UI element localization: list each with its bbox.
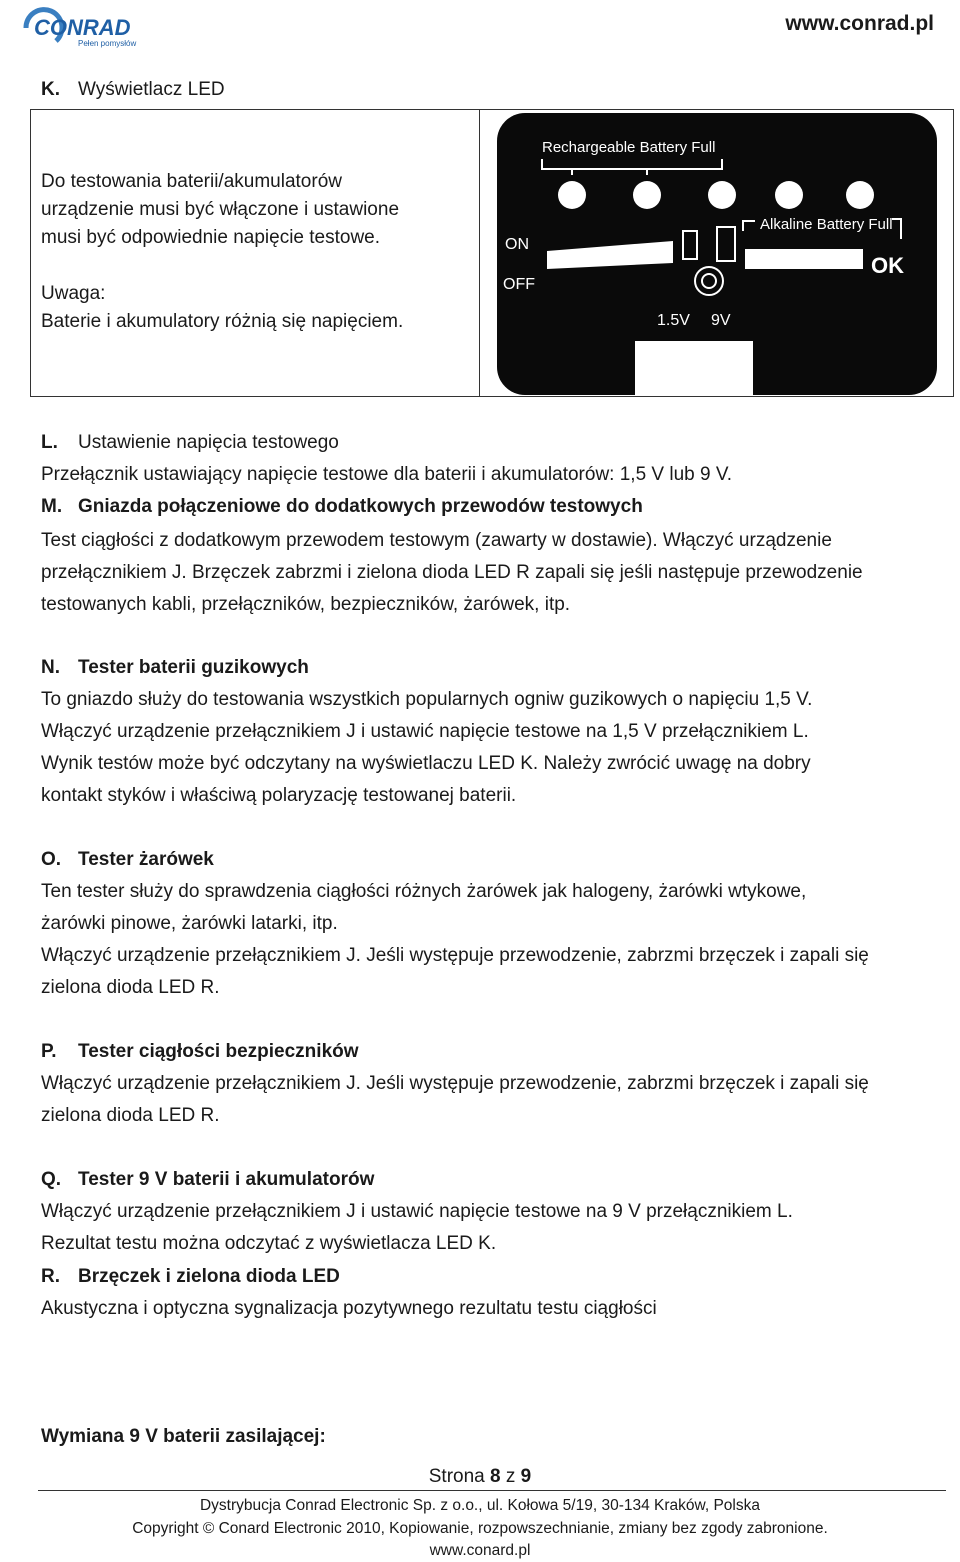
section-title: Tester 9 V baterii i akumulatorów <box>78 1169 375 1190</box>
footer-divider <box>38 1490 946 1491</box>
led-dot <box>633 181 661 209</box>
alkaline-label: Alkaline Battery Full <box>760 216 893 233</box>
logo-wordmark: CONRAD <box>34 15 131 40</box>
section-r-heading <box>41 1261 941 1293</box>
section-l-text: Przełącznik ustawiający napięcie testowe dla baterii i akumulatorów: 1,5 V lub 9 V. <box>41 464 733 485</box>
section-p-text <box>41 1068 941 1132</box>
section-title: Tester ciągłości bezpieczników <box>78 1041 359 1062</box>
page-total: 9 <box>520 1466 532 1487</box>
footer-copyright: Copyright © Conard Electronic 2010, Kopiowanie, rozpowszechnianie, zmiany bez zgody zabronione. <box>132 1520 828 1537</box>
page-separator: z <box>505 1466 516 1487</box>
logo-tagline: Pełen pomysłów <box>78 39 137 48</box>
footer-url[interactable]: www.conard.pl <box>429 1542 531 1559</box>
text-line: Rezultat testu można odczytać z wyświetlacza LED K. <box>41 1233 497 1254</box>
led-display-table <box>30 109 954 397</box>
section-title: Tester żarówek <box>78 849 214 870</box>
section-title: Tester baterii guzikowych <box>78 657 309 678</box>
conrad-logo <box>22 6 152 50</box>
section-l-heading <box>41 427 941 459</box>
section-p-heading <box>41 1036 941 1068</box>
rechargeable-label: Rechargeable Battery Full <box>542 139 716 156</box>
section-letter: M. <box>41 496 63 517</box>
note-text: Baterie i akumulatory różnią się napięciem. <box>41 311 404 332</box>
text-line: musi być odpowiednie napięcie testowe. <box>41 227 381 248</box>
table-divider <box>479 110 480 396</box>
text-line: Włączyć urządzenie przełącznikiem J. Jeśli występuje przewodzenie, zabrzmi brzęczek i zapali się <box>41 1073 869 1094</box>
section-title: Ustawienie napięcia testowego <box>78 432 339 453</box>
section-letter: L. <box>41 432 58 453</box>
section-m-text <box>41 525 941 621</box>
section-title: Wyświetlacz LED <box>78 79 225 100</box>
voltage-9-label: 9V <box>711 312 731 329</box>
footer-distribution: Dystrybucja Conrad Electronic Sp. z o.o., ul. Kołowa 5/19, 30-134 Kraków, Polska <box>199 1497 760 1514</box>
section-letter: O. <box>41 849 62 870</box>
section-n-text <box>41 684 941 812</box>
text-line: testowanych kabli, przełączników, bezpieczników, żarówek, itp. <box>41 594 571 615</box>
section-r-text: Akustyczna i optyczna sygnalizacja pozytywnego rezultatu testu ciągłości <box>41 1298 657 1319</box>
on-label: ON <box>505 236 529 253</box>
section-n-heading <box>41 652 941 684</box>
note-label: Uwaga: <box>41 283 106 304</box>
header-site-url[interactable]: www.conrad.pl <box>785 12 934 35</box>
page-prefix: Strona <box>428 1466 485 1487</box>
text-line: zielona dioda LED R. <box>41 977 220 998</box>
section-letter: Q. <box>41 1169 62 1190</box>
voltage-15-label: 1.5V <box>657 312 690 329</box>
battery-replacement-heading: Wymiana 9 V baterii zasilającej: <box>41 1426 326 1447</box>
text-line: Wynik testów może być odczytany na wyświetlaczu LED K. Należy zwrócić uwagę na dobry <box>41 753 811 774</box>
text-line: Do testowania baterii/akumulatorów <box>41 171 342 192</box>
section-q-text <box>41 1196 941 1260</box>
led-dot <box>775 181 803 209</box>
led-panel-image <box>497 113 937 395</box>
ok-label: OK <box>871 253 904 278</box>
led-description <box>41 168 471 336</box>
section-letter: P. <box>41 1041 57 1062</box>
led-dot <box>708 181 736 209</box>
text-line: urządzenie musi być włączone i ustawione <box>41 199 400 220</box>
page-number <box>0 1466 960 1488</box>
text-line: żarówki pinowe, żarówki latarki, itp. <box>41 913 338 934</box>
text-line: To gniazdo służy do testowania wszystkich popularnych ogniw guzikowych o napięciu 1,5 V. <box>41 689 813 710</box>
text-line: przełącznikiem J. Brzęczek zabrzmi i zielona dioda LED R zapali się jeśli następuje przewodzenie <box>41 562 863 583</box>
section-letter: N. <box>41 657 60 678</box>
text-line: Test ciągłości z dodatkowym przewodem testowym (zawarty w dostawie). Włączyć urządzenie <box>41 530 832 551</box>
text-line: Włączyć urządzenie przełącznikiem J i ustawić napięcie testowe na 1,5 V przełącznikiem L. <box>41 721 809 742</box>
text-line: Ten tester służy do sprawdzenia ciągłości różnych żarówek jak halogeny, żarówki wtykowe, <box>41 881 807 902</box>
section-k-heading <box>41 79 225 101</box>
section-o-text <box>41 876 941 1004</box>
section-letter: K. <box>41 79 60 100</box>
section-letter: R. <box>41 1266 60 1287</box>
page-current: 8 <box>490 1466 501 1487</box>
section-title: Gniazda połączeniowe do dodatkowych przewodów testowych <box>78 496 643 517</box>
text-line: Włączyć urządzenie przełącznikiem J. Jeśli występuje przewodzenie, zabrzmi brzęczek i zapali się <box>41 945 869 966</box>
section-q-heading <box>41 1164 941 1196</box>
switch-slot <box>745 249 863 269</box>
off-label: OFF <box>503 276 535 293</box>
led-dot <box>846 181 874 209</box>
section-title: Brzęczek i zielona dioda LED <box>78 1266 340 1287</box>
text-line: Włączyć urządzenie przełącznikiem J i ustawić napięcie testowe na 9 V przełącznikiem L. <box>41 1201 793 1222</box>
text-line: zielona dioda LED R. <box>41 1105 220 1126</box>
section-m-heading <box>41 491 941 523</box>
led-dot <box>558 181 586 209</box>
section-o-heading <box>41 844 941 876</box>
text-line: kontakt styków i właściwą polaryzację testowanej baterii. <box>41 785 517 806</box>
